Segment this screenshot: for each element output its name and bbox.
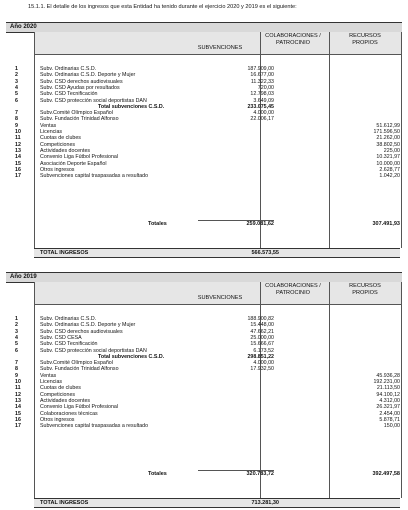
row-label: Subv. CSD Tecnificación xyxy=(40,341,98,348)
row-number: 17 xyxy=(15,173,21,180)
subvenciones-cell: 47.662,21 xyxy=(250,328,274,335)
row-number: 3 xyxy=(15,78,18,85)
row-number: 17 xyxy=(15,423,21,430)
row-label: Subv. Ordinarias C.S.D. Deporte y Mujer xyxy=(40,72,136,79)
row-label: Convenio Liga Fútbol Profesional xyxy=(40,154,119,161)
row-label: Competiciones xyxy=(40,141,76,148)
recursos-cell: 150,00 xyxy=(383,423,400,430)
row-number: 9 xyxy=(15,372,18,379)
row-number: 1 xyxy=(15,66,18,72)
row-label: Cuotas de clubes xyxy=(40,385,81,392)
subvenciones-cell: 22.006,17 xyxy=(250,116,274,123)
row-number: 7 xyxy=(15,110,18,117)
row-number: 4 xyxy=(15,334,18,341)
recursos-cell: 4.312,00 xyxy=(379,397,400,404)
recursos-cell: 5.878,71 xyxy=(379,416,400,423)
recursos-cell: 45.936,28 xyxy=(376,372,400,379)
intro-text: 15.1.1. El detalle de los ingresos que esta Entidad ha tenido durante el ejercicio 2020 y 2019 es el siguiente: xyxy=(28,4,297,10)
row-number: 4 xyxy=(15,84,18,91)
recursos-cell: 94.100,12 xyxy=(376,391,400,398)
row-label: Asociación Deporte Español xyxy=(40,160,107,167)
col-recursos-line1: RECURSOS xyxy=(349,33,381,39)
col-colaboraciones-line1: COLABORACIONES / xyxy=(265,283,321,289)
totals-row-2020 xyxy=(6,221,402,228)
recursos-cell: 10.000,00 xyxy=(376,160,400,167)
row-label: Cuotas de clubes xyxy=(40,135,81,142)
column-header-2019 xyxy=(35,282,401,305)
row-number: 10 xyxy=(15,379,21,385)
totals-row-2019 xyxy=(6,471,402,478)
row-label: Subv. CSD derechos audiovisuales xyxy=(40,328,123,335)
row-label: Subv.Comité Olímpico Español xyxy=(40,110,113,117)
row-number: 6 xyxy=(15,97,18,104)
row-number: 16 xyxy=(15,166,21,173)
table-row xyxy=(6,173,402,179)
table-row xyxy=(6,423,402,429)
row-number: 14 xyxy=(15,154,21,161)
row-number: 5 xyxy=(15,91,18,98)
subvenciones-cell: 188.900,82 xyxy=(247,316,274,322)
col-colaboraciones-line2: PATROCINIO xyxy=(276,289,310,296)
row-label: Subv. Ordinarias C.S.D. xyxy=(40,316,97,322)
row-label: Subv. CSD protección social deportistas DAN xyxy=(40,97,147,104)
col-subvenciones: SUBVENCIONES xyxy=(197,45,243,51)
col-recursos-line2: PROPIOS xyxy=(352,39,378,46)
totales-label: Totales xyxy=(148,471,167,477)
recursos-cell: 38.802,50 xyxy=(376,141,400,148)
recursos-cell: 2.454,00 xyxy=(379,410,400,417)
subvenciones-cell: 187.909,00 xyxy=(247,66,274,72)
row-number: 6 xyxy=(15,347,18,354)
row-number: 5 xyxy=(15,341,18,348)
recursos-cell: 21.113,50 xyxy=(376,385,400,392)
recursos-cell: 51.612,99 xyxy=(376,122,400,129)
row-number: 12 xyxy=(15,391,21,398)
col-recursos xyxy=(330,33,400,46)
row-label: Licencias xyxy=(40,129,63,135)
totales-subvenciones: 259.081,62 xyxy=(246,221,274,227)
row-label: Convenio Liga Fútbol Profesional xyxy=(40,404,119,411)
row-number: 8 xyxy=(15,366,18,373)
subvenciones-cell: 6.173,52 xyxy=(253,347,274,354)
subvenciones-cell: 233.075,45 xyxy=(247,103,274,110)
row-label: Subv. CSD protección social deportistas DAN xyxy=(40,347,147,354)
row-label: Otros ingresos xyxy=(40,166,75,173)
row-label: Ventas xyxy=(40,122,57,129)
totales-label: Totales xyxy=(148,221,167,227)
row-number: 8 xyxy=(15,116,18,123)
row-number: 12 xyxy=(15,141,21,148)
total-ingresos-value: 566.573,55 xyxy=(251,250,279,256)
row-label: Colaboraciones técnicas xyxy=(40,410,98,417)
row-label: Actividades docentes xyxy=(40,397,91,404)
subvenciones-cell: 15.666,67 xyxy=(250,341,274,348)
col-colaboraciones-line2: PATROCINIO xyxy=(276,39,310,46)
total-ingresos-2020 xyxy=(34,248,400,258)
row-number: 15 xyxy=(15,160,21,167)
row-number: 11 xyxy=(15,385,21,392)
row-label: Actividades docentes xyxy=(40,147,91,154)
total-ingresos-2019 xyxy=(34,498,400,508)
col-colaboraciones xyxy=(261,33,325,46)
subvenciones-cell: 720,00 xyxy=(257,84,274,91)
row-label: Subv. Fundación Trinidad Alfonso xyxy=(40,116,119,123)
year-label-2019: Año 2019 xyxy=(10,274,37,280)
total-ingresos-label: TOTAL INGRESOS xyxy=(40,500,89,506)
row-number: 7 xyxy=(15,360,18,367)
row-label: Subvenciones capital traspasadas a resultado xyxy=(40,423,149,430)
column-header-2020 xyxy=(35,32,401,55)
row-label: Ventas xyxy=(40,372,57,379)
recursos-cell: 2.628,77 xyxy=(379,166,400,173)
subvenciones-cell: 4.000,00 xyxy=(253,110,274,117)
recursos-cell: 21.262,00 xyxy=(376,135,400,142)
row-number: 2 xyxy=(15,322,18,329)
row-label: Subv. CSD CESA xyxy=(40,334,82,341)
row-number: 11 xyxy=(15,135,21,142)
row-number: 9 xyxy=(15,122,18,129)
table-2020 xyxy=(6,22,402,258)
subvenciones-cell: 17.932,50 xyxy=(250,366,274,373)
row-number: 13 xyxy=(15,147,21,154)
col-colaboraciones xyxy=(261,283,325,296)
subvenciones-cell: 3.649,09 xyxy=(253,97,274,104)
subvenciones-cell: 298.851,22 xyxy=(247,353,274,360)
row-number: 14 xyxy=(15,404,21,411)
row-number: 13 xyxy=(15,397,21,404)
row-number: 2 xyxy=(15,72,18,79)
row-number: 16 xyxy=(15,416,21,423)
col-colaboraciones-line1: COLABORACIONES / xyxy=(265,33,321,39)
row-label: Subv. CSD Ayudas por resultados xyxy=(40,84,120,91)
row-label: Total subvenciones C.S.D. xyxy=(98,103,165,110)
recursos-cell: 26.321,97 xyxy=(376,404,400,411)
row-label: Subv. Ordinarias C.S.D. xyxy=(40,66,97,72)
totales-recursos: 392.497,58 xyxy=(372,471,400,477)
row-number: 10 xyxy=(15,129,21,135)
col-subvenciones: SUBVENCIONES xyxy=(197,295,243,301)
row-label: Subv. CSD derechos audiovisuales xyxy=(40,78,123,85)
recursos-cell: 192.231,00 xyxy=(373,379,400,385)
subvenciones-cell: 25.000,00 xyxy=(250,334,274,341)
totales-subvenciones: 320.783,72 xyxy=(246,471,274,477)
row-number: 15 xyxy=(15,410,21,417)
row-number: 3 xyxy=(15,328,18,335)
row-label: Subv.Comité Olímpico Español xyxy=(40,360,113,367)
row-label: Subv. Ordinarias C.S.D. Deporte y Mujer xyxy=(40,322,136,329)
subvenciones-cell: 12.798,03 xyxy=(250,91,274,98)
recursos-cell: 225,00 xyxy=(383,147,400,154)
total-ingresos-label: TOTAL INGRESOS xyxy=(40,250,89,256)
row-label: Total subvenciones C.S.D. xyxy=(98,353,165,360)
subvenciones-cell: 15.448,00 xyxy=(250,322,274,329)
recursos-cell: 171.596,50 xyxy=(373,129,400,135)
subvenciones-cell: 16.677,00 xyxy=(250,72,274,79)
total-ingresos-value: 713.281,30 xyxy=(251,500,279,506)
row-label: Subv. CSD Tecnificación xyxy=(40,91,98,98)
table-2019 xyxy=(6,272,402,508)
col-recursos-line2: PROPIOS xyxy=(352,289,378,296)
row-label: Licencias xyxy=(40,379,63,385)
row-label: Competiciones xyxy=(40,391,76,398)
recursos-cell: 1.042,20 xyxy=(379,173,400,180)
subvenciones-cell: 4.000,00 xyxy=(253,360,274,367)
row-label: Otros ingresos xyxy=(40,416,75,423)
row-label: Subvenciones capital traspasadas a resultado xyxy=(40,173,149,180)
row-label: Subv. Fundación Trinidad Alfonso xyxy=(40,366,119,373)
totales-recursos: 307.491,93 xyxy=(372,221,400,227)
row-number: 1 xyxy=(15,316,18,322)
subvenciones-cell: 11.322,33 xyxy=(250,78,274,85)
col-recursos xyxy=(330,283,400,296)
col-recursos-line1: RECURSOS xyxy=(349,283,381,289)
year-label-2020: Año 2020 xyxy=(10,24,37,30)
recursos-cell: 10.321,97 xyxy=(376,154,400,161)
